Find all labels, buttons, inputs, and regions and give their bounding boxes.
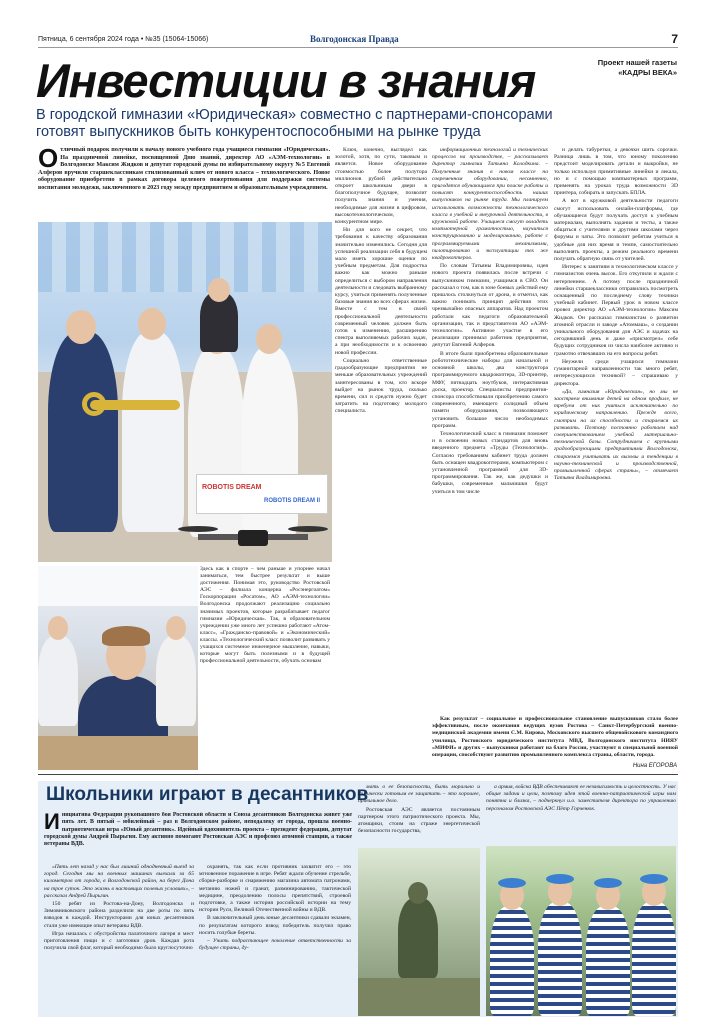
article-column-4 bbox=[554, 147, 678, 713]
col4-paragraph: Неужели среди учащихся гимназии гуманитарной направленности так много ребят, интересующихся техникой? – спрашиваю у директора. bbox=[554, 358, 678, 387]
s2-col1-paragraph: «Пять лет назад у нас был лишний однодневный выезд за город. Сегодня мы на военных машинах выехали за 65 километров от города, в Волгодонской район, на берег Дона на трое суток. Это жизнь в настоящих полевых условиях», – рассказал Андрей Пырьгин. bbox=[44, 864, 194, 899]
s2-col3-paragraph: мать о ее безопасности, быть морально и физически готовым ее защитить – это хорошее, правильное дело. bbox=[358, 784, 480, 805]
project-line-2: «КАДРЫ ВЕКА» bbox=[618, 68, 677, 77]
page-header bbox=[38, 32, 678, 48]
project-label bbox=[598, 58, 677, 78]
col3-paragraph-quote: информационных технологий и технических процессов на производстве, – рассказывает директор гимназии Татьяна Колодкина. – Полученные знания в новом классе на современном оборудовании, несомненно, пригодятся обучающимся при поиске работы и повысят конкурентоспособность наших выпускников на рынке труда. Мы планируем использовать возможности технологического класса в учебной и внеурочной деятельности, в кружковой работе. Учащиеся смогут овладеть компьютерной грамотностью, научиться конструированию и моделированию, работе с программируемыми механизмами, пилотированию и эксплуатации тех же квадрокоптеров. bbox=[432, 147, 548, 262]
s2-col2-paragraph: охранять, так как если противник захватит его – это мгновенное поражение в игре. Ребят ждали обучение стрельбе, сборке-разборке и снаряжению магазина автомата патронами, метанию ножей и гранат, разминированию, тактической медицине, преодолению полосы препятствий, строевой подготовке, а также история российской истории на тему истории Руси, Великой Отечественной войны и ВДВ. bbox=[199, 864, 351, 914]
students-photo bbox=[38, 566, 198, 770]
col3-paragraph: В итоге были приобретены образовательные робототехнические наборы для начальной и основной школы, два конструктора программируемого квадрокоптера, 3D-принтер, МФУ, пятнадцать ноутбуков, интерактивная доска, проектор. Специалисты предприятия-спонсора способствовали приобретению самого современного, имеющего солидный объем памяти оборудования, позволяющего установить большое число необходимых программ. bbox=[432, 350, 548, 429]
soldier-training-photo bbox=[358, 848, 480, 1016]
article-column-3 bbox=[432, 147, 548, 713]
s2-col2-paragraph: – Учить подрастающее поколение ответственности за будущее страны, ду- bbox=[199, 938, 351, 952]
page-number: 7 bbox=[671, 32, 678, 46]
col4-paragraph: Интерес к занятиям в технологическом классе у гимназистов очень высок. Его откупили и ждали с нетерпением. А потому после праздничной линейки старшеклассники отправились посмотреть оснащенный по последнему слову техники учебный кабинет. Первый урок в новом классе провел директор АО «АЭМ-технологии» Максим Жидков. Он рассказал гимназистам о развитии атомной отрасли и заводе «Атоммаш», о создании уникального оборудования для АЭС и задачах на сегодняшний день и даже «присмотрел» себе будущих сотрудников из числа наиболее активно и грамотно отвечавших на его вопросы ребят. bbox=[554, 264, 678, 357]
drone-icon bbox=[178, 522, 328, 552]
lead-dropcap: О bbox=[38, 143, 59, 173]
issue-date: Пятница, 6 сентября 2024 года • №35 (15064-15066) bbox=[38, 36, 209, 43]
section-divider bbox=[38, 774, 678, 775]
project-line-1: Проект нашей газеты bbox=[597, 58, 677, 67]
ceremony-photo bbox=[38, 222, 332, 562]
section-2-column-1 bbox=[44, 864, 194, 1014]
section-2-title: Школьники играют в десантников bbox=[46, 784, 369, 805]
robotis-banner-right: ROBOTIS DREAM II bbox=[264, 498, 321, 504]
young-paratroopers-photo bbox=[486, 846, 676, 1016]
article-headline: Инвестиции в знания bbox=[36, 54, 536, 107]
s2-col3-paragraph: Ростовская АЭС является постоянным партнером этого патриотического проекта. Мы, атомщики, стоим на страже энергетической безопасности государства, bbox=[358, 806, 480, 835]
col2-paragraph: Ключ, конечно, выглядел как золотой, хотя, по сути, таковым и является. Новое оборудование стоимостью более полутора миллионов рублей действительно откроет школьникам двери в благополучное будущее, позволит получить знания и умения, необходимые для жизни в цифровом, высокотехнологическом, конкурентном мире. bbox=[335, 147, 427, 226]
article-author: Нина ЕГОРОВА bbox=[632, 763, 677, 769]
col4-paragraph-quote: «Да, гимназия «Юридическая», но мы не заостряем внимание детей на одном профиле, не требуем от них учиться исключительно по юридическому направлению. Прежде всего, смотрим на их способности и стараемся их развивать. Поэтому постоянно работаем над совершенствованием учебной материально-технической базы. Сотрудничаем с крупными градообразующими предприятиями Волгодонска, стараемся учитывать их вызовы и тенденции в научно-технической и производственной, промышленной сферах страны», – отмечает Татьяна Владимировна. bbox=[554, 388, 678, 482]
section-2-column-2 bbox=[199, 864, 351, 1014]
col2-paragraph: Социально ответственные градообразующие предприятия не меньше образовательных учреждений заинтересованы в том, кто вскоре выйдет на рынок труда, сколько времени, сил и средств нужно будет затратить на подготовку молодого специалиста. bbox=[335, 357, 427, 415]
s2-col2-paragraph: В заключительный день юные десантники сдавали экзамен, по результатам которого взвод победитель получил право носить голубые береты. bbox=[199, 915, 351, 936]
article-subtitle: В городской гимназии «Юридическая» совместно с партнерами-спонсорами готовят выпускников быть конкурентоспособными на рынке труда bbox=[36, 107, 553, 140]
col3-paragraph: По словам Татьяны Владимировны, идея нового проекта появилась после встречи с выпускником гимназии, учащимся в СВО. Он рассказал о том, как в зоне боевых действий ему пришлось столкнуться от дрона, и отметил, как важно понимать принцип действия этих чрезвычайно опасных аппаратов. Над проектом работали как педагоги образовательной организации, так и представители АО «АЭМ-технологии». Активное участие в его реализации принимал работник предприятия, депутат Евгений Алферов. bbox=[432, 263, 548, 349]
article-column-2 bbox=[335, 147, 427, 577]
col4-paragraph: А вот в кружковой деятельности педагоги смогут использовать онлайн-платформы, где обучающиеся будут получать доступ к учебным материалам, выполнять задания и тесты, а также общаться с учителями и другими школами через форумы и чаты. Это позволит ребятам учиться в удобные для них время и темпе, самостоятельно выполнять проекты, а режим реального времени получать обратную связь от учителей. bbox=[554, 198, 678, 263]
s2-col1-paragraph: Игра началась с обустройства палаточного лагеря и мест приготовления пищи и с заготовки дров. Каждая рота получила свой флаг, который необходимо было круглосуточно bbox=[44, 930, 194, 952]
col2-paragraph: Ни для кого не секрет, что требования к качеству образования значительно изменились. Сегодня для успешной реализации себя в будущем мало иметь хорошие оценки по учебным предметам. Для подростка важно как можно раньше определиться с выбором направления деятельности и следовать выбранному курсу, учиться применять полученные базовые знания во всех сферах жизни. Вместе с тем в своей профессиональной деятельности современный человек должен быть готов к изменению, расширению спектра выполняемых рабочих задач, а при необходимости и к освоению новой профессии. bbox=[335, 227, 427, 356]
robotis-banner-left: ROBOTIS DREAM bbox=[202, 484, 262, 491]
lead-text: тличный подарок получили к началу нового учебного года учащиеся гимназии «Юридическая». На праздничной линейке, посвященной Дню знаний, директор АО «АЭМ-технологии» в Волгодонске Максим Жидков и депутат городской думы по избирательному округу №5 Евгений Алферов вручили старшеклассникам стилизованный ключ от нового класса – технологического. Новое оборудование приобретено в рамках договора целевого пожертвования для поддержки системы воспитания молодежи, заключенного в 2023 году между предприятием и образовательным учреждением. bbox=[38, 147, 330, 191]
s2-col4-paragraph: а армия, войска ВДВ обеспечивают ее независимость и целостность. У нас общие задачи и цели, поэтому идея этой военно-патриотической игры нам понятна и близка, – подчеркнул и.о. заместителя директора по управлению персоналом Ростовской АЭС Пётр Горченюк. bbox=[486, 784, 676, 812]
section-2-column-3 bbox=[358, 784, 480, 844]
newspaper-logo: Волгодонская Правда bbox=[310, 34, 399, 44]
s2-col1-paragraph: 150 ребят из Ростова-на-Дону, Волгодонска и Зимовниковского района разделили на две роты по пять взводов в каждой. Инструкторами для юных десантников стали уже имеющие опыт ветераны ВДВ. bbox=[44, 901, 194, 929]
col4-paragraph: и делать табуретки, а девочки шить сорочки. Разница лишь в том, что юному поколению предстоит моделировать детали и выкройки, не только используя примитивные линейки и лекала, но и с помощью компьютерных программ, применять на уроках труда возможности 3D принтера, собирать и запускать БПЛА. bbox=[554, 147, 678, 197]
article-result-paragraph: Как результат – социальное и профессиональное становление выпускников стало более эффективным, после окончания ведущих вузов Ростова – Санкт-Петербургский военно-медицинской академии имени С.М. Кирова, Московского высшего общевойскового командного училища, Ростовского юридического института МВД, Волгодонского института НИЯУ «МИФИ» и других – выпускники работают на благо России, участвуют в специальной военной операции, способствуют развитию промышленного комплекса страны, области, города. bbox=[432, 716, 678, 759]
section-2-column-4 bbox=[486, 784, 676, 844]
section-2-dropcap: И bbox=[44, 812, 60, 834]
article-lead bbox=[38, 143, 330, 193]
photo-caption-column: Здесь как в спорте – чем раньше и упорнее начал заниматься, тем быстрее результат и выше достижения. Понимая это, руководство Ростовской АЭС – филиала концерна «Росэнергоатом» Госкорпорации «Росатом», АО «АЭМ-технологии» Волгодонска продолжают реализацию социально значимых проектов, которые разрабатывает педагог гимназии «Юридическая». Так, в образовательном учреждении уже много лет успешно работают «Атом-класс», «Гражданско-правовой» и «Экономический» классы. «Технологический класс позволит развивать у учащихся системное инженерное мышление, навыки, которые могут быть полезными и в будущей профессиональной деятельности, обучать основам bbox=[200, 566, 330, 665]
section-2-lead: Инициатива Федерации рукопашного боя Ростовской области и Союза десантников Волгодонска живет уже пять лет. В пятый – юбилейный – раз в Волгодонском районе, неподалеку от города, прошла военно-патриотическая игра «Юный десантник». Идейный вдохновитель проекта – президент федерации, депутат городской думы Андрей Пырьгин. Ему активно помогают Ростовская АЭС и профсоюз атомной станции, а также ветераны ВДВ. bbox=[44, 812, 352, 848]
col3-paragraph: Технологический класс в гимназии поможет и в освоении новых стандартов для вновь введенного предмета «Труды (Технология)». Согласно требованиям кабинет труда должен быть оснащен квадрокоптерами, компьютером с установленной программой для 3D-программирования. Так же, как дедушки и бабушки, современные мальчишки будут учиться в том числе bbox=[432, 430, 548, 495]
